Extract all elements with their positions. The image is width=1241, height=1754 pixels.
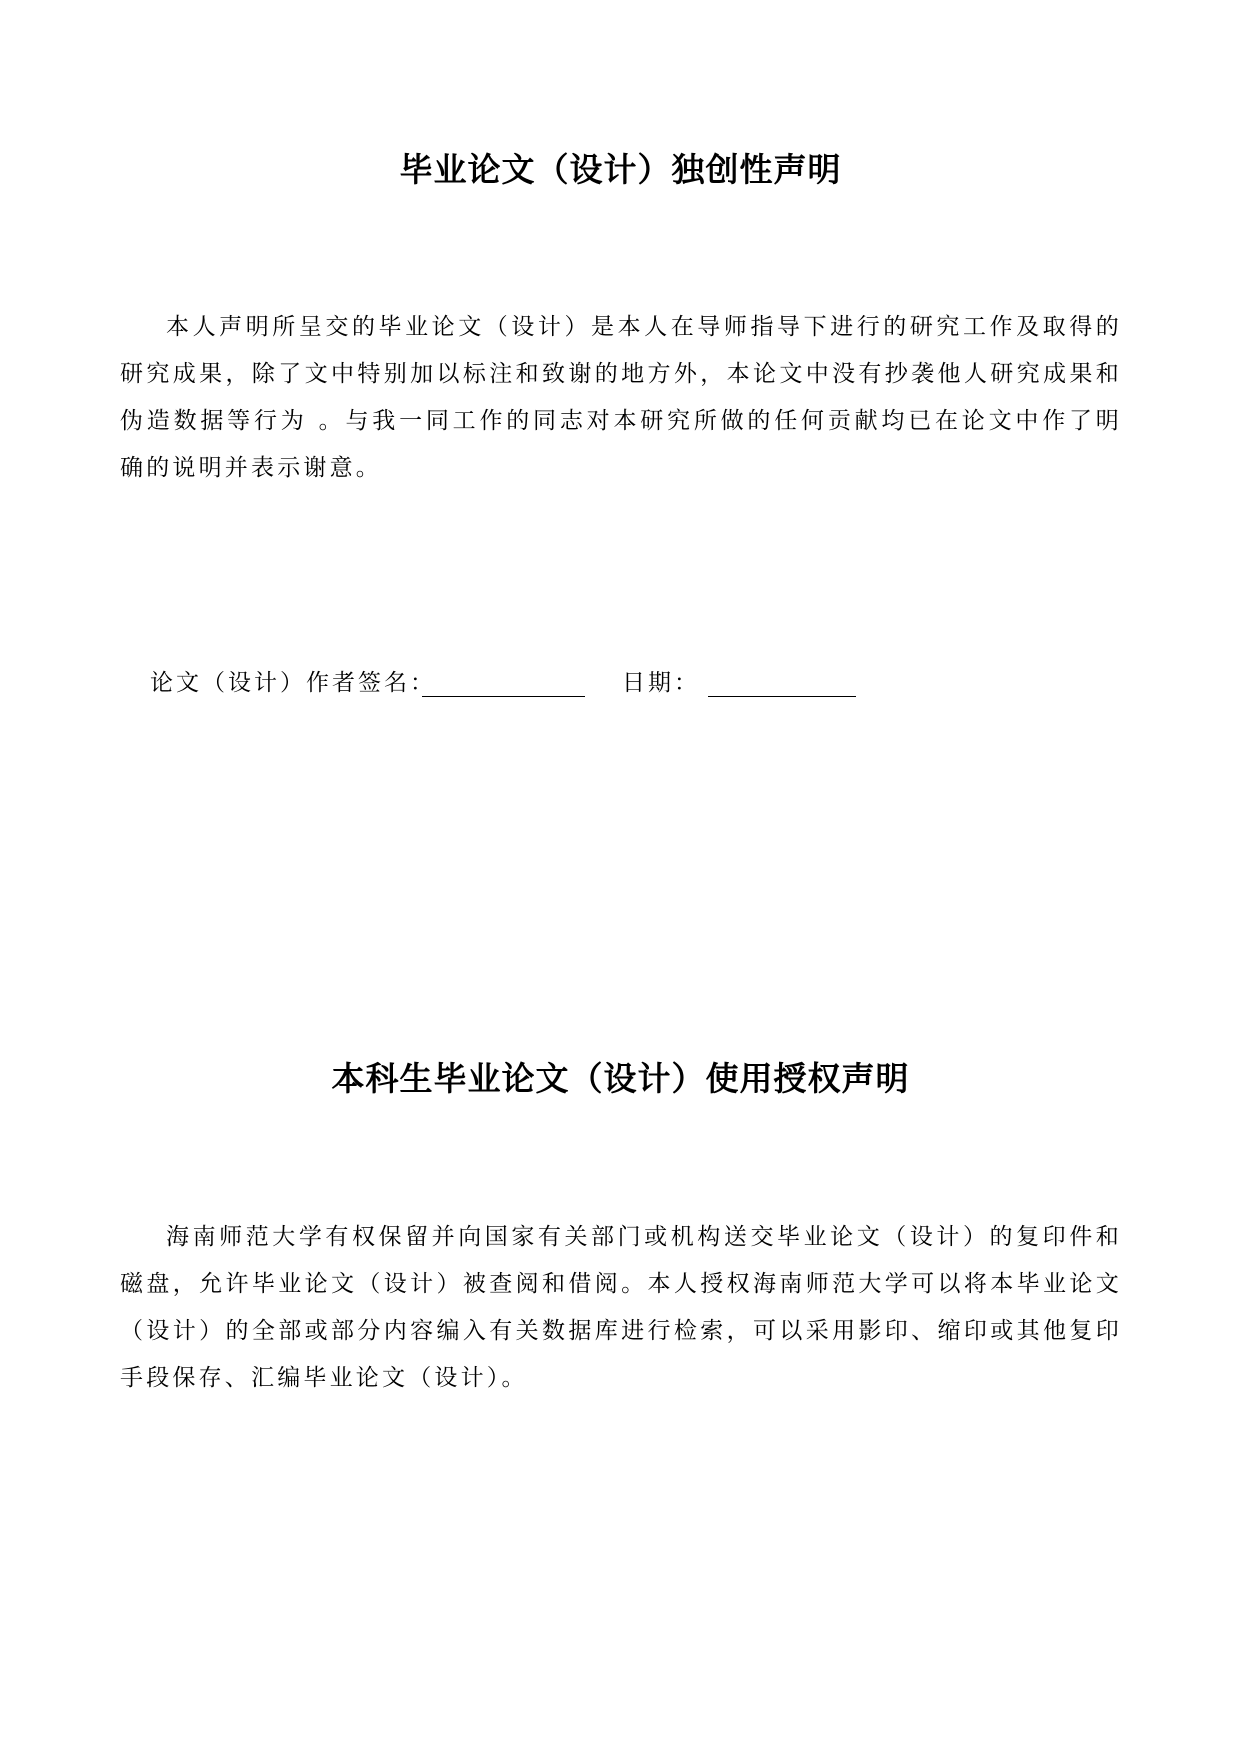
author-signature-line: [422, 696, 585, 697]
date-line: [708, 696, 856, 697]
declaration-body: 本人声明所呈交的毕业论文（设计）是本人在导师指导下进行的研究工作及取得的研究成果，除了文中特别加以标注和致谢的地方外，本论文中没有抄袭他人研究成果和伪造数据等行为 。与我一同工作的同志对本研究所做的任何贡献均已在论文中作了明确的说明并表示谢意。: [120, 314, 1122, 481]
date-label: 日期：: [622, 670, 700, 696]
authorization-body: 海南师范大学有权保留并向国家有关部门或机构送交毕业论文（设计）的复印件和磁盘，允许毕业论文（设计）被查阅和借阅。本人授权海南师范大学可以将本毕业论文（设计）的全部或部分内容编入有关数据库进行检索，可以采用影印、缩印或其他复印手段保存、汇编毕业论文（设计）。: [120, 1224, 1122, 1391]
author-signature-label: 论文（设计）作者签名：: [150, 670, 436, 696]
declaration-title: 毕业论文（设计）独创性声明: [399, 150, 842, 189]
authorization-title: 本科生毕业论文（设计）使用授权声明: [331, 1059, 910, 1098]
